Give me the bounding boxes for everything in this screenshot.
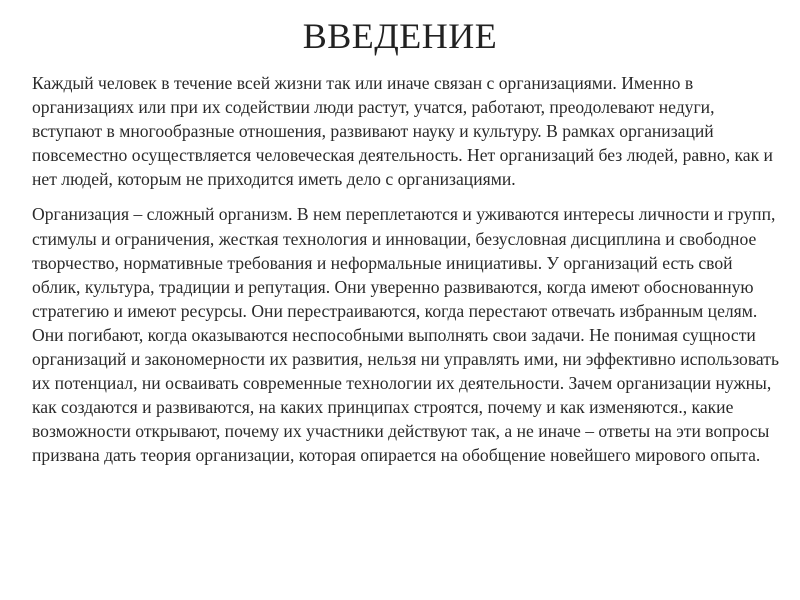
slide-title: ВВЕДЕНИЕ xyxy=(302,16,498,56)
paragraph-intro: Каждый человек в течение всей жизни так или иначе связан с организациями. Именно в организациях или при их содействии люди растут, учатся, работают, преодолевают недуги, вступают в многообразные отношения, развивают науку и культуру. В рамках организаций повсеместно осуществляется человеческая деятельность. Нет организаций без людей, равно, как и нет людей, которым не приходится иметь дело с организациями. xyxy=(32,73,773,190)
paragraph-organization: Организация – сложный организм. В нем переплетаются и уживаются интересы личности и групп, стимулы и ограничения, жесткая технология и инновации, безусловная дисциплина и свободное творчество, нормативные требования и неформальные инициативы. У организаций есть свой облик, культура, традиции и репутация. Они уверенно развиваются, когда имеют обоснованную стратегию и имеют ресурсы. Они перестраиваются, когда перестают отвечать избранным целям. Они погибают, когда оказываются неспособными выполнять свои задачи. Не понимая сущности организаций и закономерности их развития, нельзя ни управлять ими, ни эффективно использовать их потенциал, ни осваивать современные технологии их деятельности. Зачем организации нужны, как создаются и развиваются, на каких принципах строятся, почему и как изменяются., какие возможности открывают, почему их участники действуют так, а не иначе – ответы на эти вопросы призвана дать теория организации, которая опирается на обобщение новейшего мирового опыта. xyxy=(32,204,779,466)
slide-body xyxy=(32,71,784,468)
